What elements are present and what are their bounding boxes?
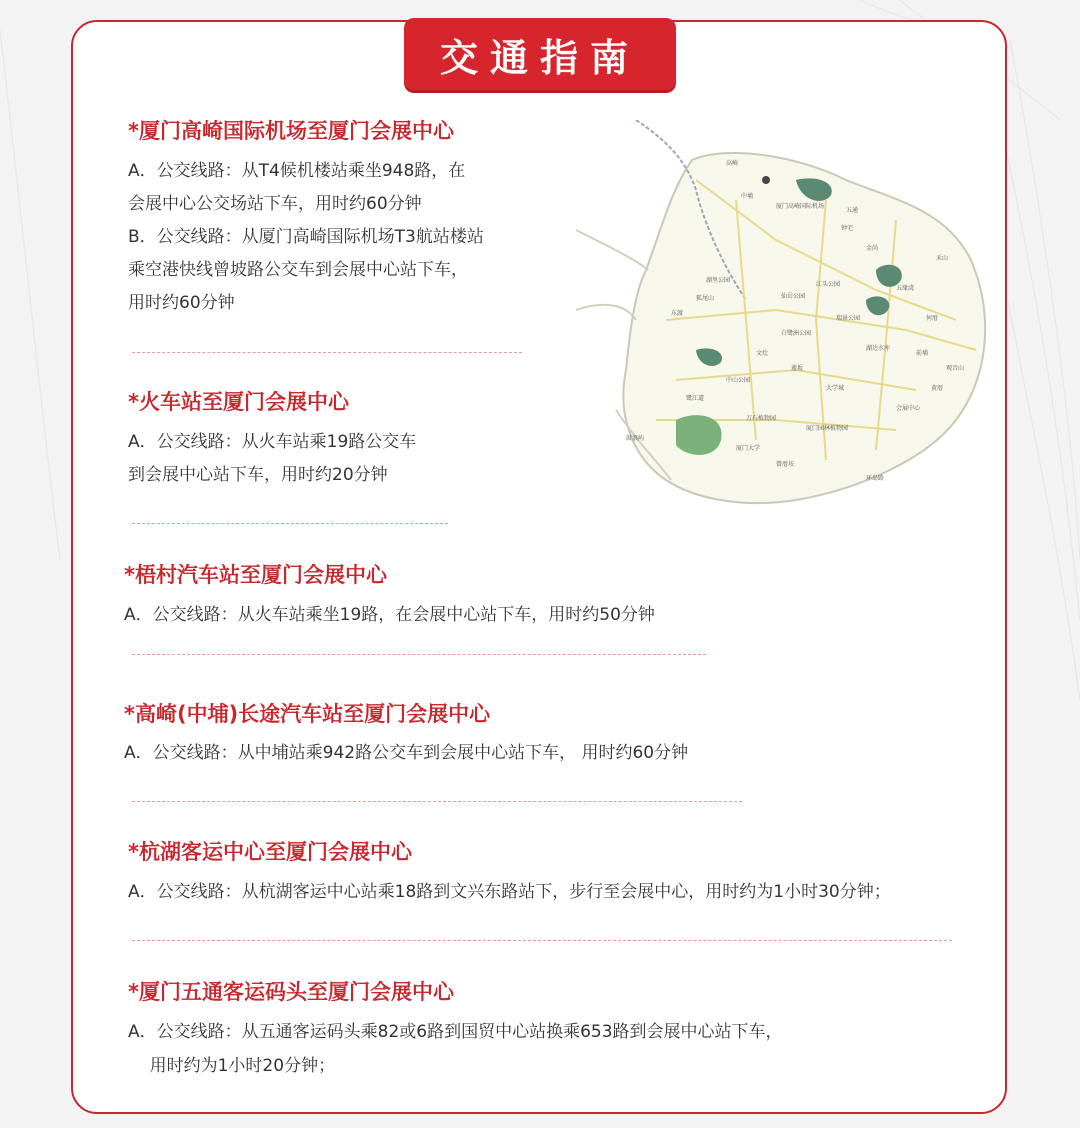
section-line: A．公交线路：从火车站乘坐19路，在会展中心站下车，用时约50分钟 <box>124 605 655 625</box>
map-label: 大学城 <box>826 385 845 392</box>
section-line: 到会展中心站下车，用时约20分钟 <box>128 465 388 485</box>
map-label: 瑞景公园 <box>836 315 861 322</box>
section-line: B．公交线路：从厦门高崎国际机场T3航站楼站 <box>128 227 484 247</box>
map-label: 高崎 <box>726 160 739 167</box>
map-label: 仙岳公园 <box>781 293 806 300</box>
section-line: A．公交线路：从杭湖客运中心站乘18路到文兴东路站下，步行至会展中心，用时约为1小时30分钟； <box>128 882 891 902</box>
map-label: 鼓浪屿 <box>626 435 645 442</box>
map-label: 厦门高崎国际机场 <box>776 203 825 210</box>
section-title-gaoqi-bus-station: *高崎(中埔)长途汽车站至厦门会展中心 <box>124 702 491 726</box>
map-label: 湖里公园 <box>706 277 731 284</box>
section-title-wucun-bus-station: *梧村汽车站至厦门会展中心 <box>124 563 387 587</box>
map-label: 五通 <box>846 207 859 214</box>
map-label: 金尚 <box>866 245 879 252</box>
map-label: 莲坂 <box>791 365 804 372</box>
map-label: 东渡 <box>671 310 684 317</box>
divider <box>132 801 742 802</box>
section-title-wutong-ferry: *厦门五通客运码头至厦门会展中心 <box>128 980 454 1004</box>
airport-icon <box>762 176 770 184</box>
section-line: A．公交线路：从火车站乘19路公交车 <box>128 432 417 452</box>
park-shape <box>676 415 722 455</box>
map-label: 江头公园 <box>816 281 841 288</box>
map-label: 会展中心 <box>896 405 921 412</box>
divider <box>132 654 706 655</box>
section-line: 用时约60分钟 <box>128 293 235 313</box>
map-label: 文灶 <box>756 350 769 357</box>
xiamen-map <box>576 120 1008 512</box>
section-title-hanghu-terminal: *杭湖客运中心至厦门会展中心 <box>128 840 412 864</box>
map-label: 白鹭洲公园 <box>781 330 812 337</box>
map-label: 中山公园 <box>726 377 751 384</box>
section-line: A．公交线路：从T4候机楼站乘坐948路，在 <box>128 161 466 181</box>
map-label: 中埔 <box>741 193 754 200</box>
map-label: 狐尾山 <box>696 295 715 302</box>
map-label: 前埔 <box>916 350 929 357</box>
section-line: 会展中心公交场站下车，用时约60分钟 <box>128 194 422 214</box>
map-label: 曾厝垵 <box>776 461 795 468</box>
page-title: 交通指南 <box>404 18 676 90</box>
divider <box>132 523 448 524</box>
section-title-train-station: *火车站至厦门会展中心 <box>128 390 349 414</box>
map-label: 钟宅 <box>841 225 854 232</box>
map-label: 五缘湾 <box>896 285 915 292</box>
map-label: 厦门园林植物园 <box>806 425 849 432</box>
divider <box>132 352 522 353</box>
map-label: 环岛路 <box>866 475 885 482</box>
map-label: 黄厝 <box>931 385 944 392</box>
map-label: 何厝 <box>926 315 939 322</box>
map-label: 观音山 <box>946 365 965 372</box>
map-label: 鹭江道 <box>686 395 705 402</box>
section-line: A．公交线路：从中埔站乘942路公交车到会展中心站下车， 用时约60分钟 <box>124 743 689 763</box>
divider <box>132 940 952 941</box>
section-title-airport: *厦门高崎国际机场至厦门会展中心 <box>128 119 454 143</box>
map-label: 厦门大学 <box>736 445 761 452</box>
map-label: 禾山 <box>936 255 949 262</box>
section-line: 用时约为1小时20分钟； <box>128 1056 336 1076</box>
map-label: 湖边水库 <box>866 345 891 352</box>
section-line: 乘空港快线曾坡路公交车到会展中心站下车， <box>128 260 468 280</box>
section-line: A．公交线路：从五通客运码头乘82或6路到国贸中心站换乘653路到会展中心站下车， <box>128 1022 783 1042</box>
map-label: 万石植物园 <box>746 415 777 422</box>
